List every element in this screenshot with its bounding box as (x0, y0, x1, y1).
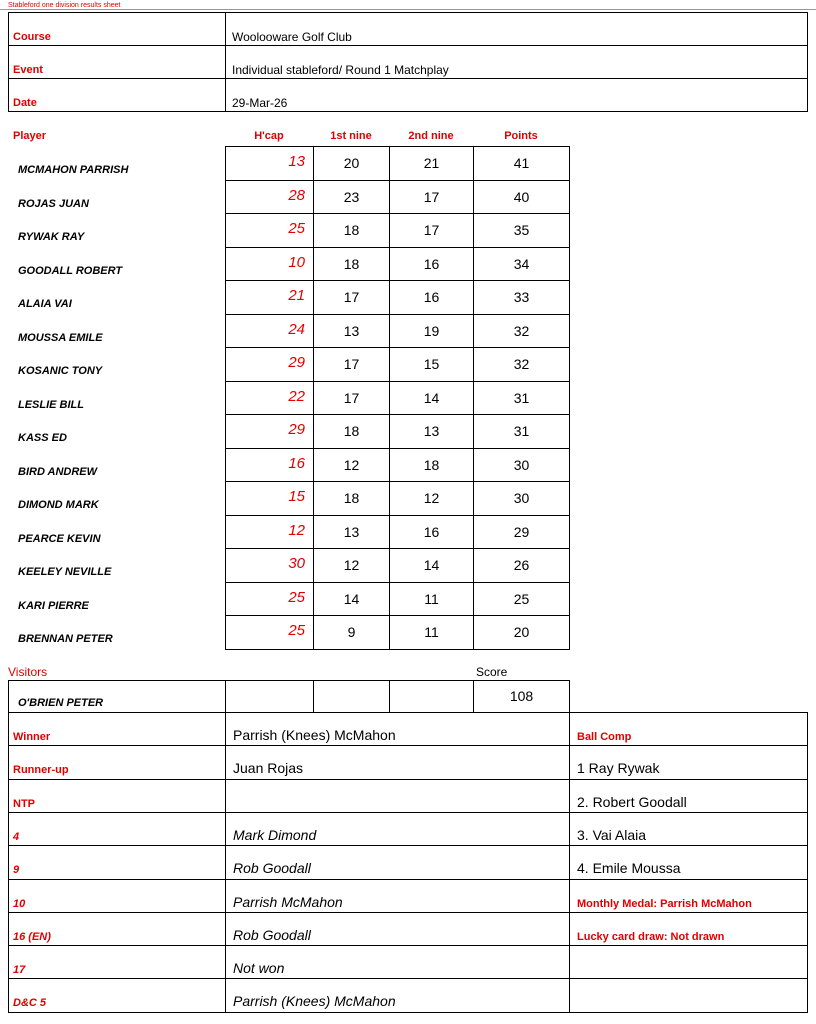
side-note: Lucky card draw: Not drawn (577, 931, 725, 943)
visitor-cell (313, 680, 390, 713)
player-name: KEELEY NEVILLE (18, 566, 112, 578)
player-hcap: 21 (288, 287, 305, 304)
award-label-cell (8, 812, 226, 846)
award-label: 9 (13, 864, 20, 876)
player-second-nine: 21 (423, 155, 440, 171)
player-first-nine: 12 (343, 557, 360, 573)
award-value: Juan Rojas (233, 760, 304, 776)
player-second-nine: 15 (423, 356, 440, 372)
player-second-nine: 16 (423, 289, 440, 305)
visitor-cell (225, 680, 314, 713)
player-name: MCMAHON PARRISH (18, 164, 129, 176)
player-name: BIRD ANDREW (18, 466, 98, 478)
award-value: Rob Goodall (233, 860, 311, 876)
player-name: RYWAK RAY (18, 231, 85, 243)
player-name: GOODALL ROBERT (18, 265, 123, 277)
player-points: 32 (513, 356, 530, 372)
player-first-nine: 17 (343, 356, 360, 372)
player-first-nine: 23 (343, 189, 360, 205)
col-header-second-nine: 2nd nine (408, 130, 454, 142)
player-points: 31 (513, 390, 530, 406)
player-hcap: 22 (288, 388, 305, 405)
visitors-score-label: Score (476, 665, 508, 679)
visitor-score: 108 (509, 688, 534, 704)
player-points: 33 (513, 289, 530, 305)
player-name: DIMOND MARK (18, 499, 99, 511)
side-note: 2. Robert Goodall (577, 794, 687, 810)
player-hcap: 16 (288, 455, 305, 472)
player-second-nine: 17 (423, 222, 440, 238)
info-value-cell (225, 78, 808, 112)
player-second-nine: 11 (424, 624, 439, 640)
info-label-0: Course (13, 31, 51, 43)
award-label-cell (8, 779, 226, 813)
info-value-1: Individual stableford/ Round 1 Matchplay (232, 63, 449, 77)
award-label: 17 (13, 964, 26, 976)
info-label-2: Date (13, 97, 37, 109)
award-label: 10 (13, 898, 26, 910)
player-first-nine: 17 (343, 390, 360, 406)
player-name: LESLIE BILL (18, 399, 84, 411)
player-hcap: 24 (288, 321, 305, 338)
player-second-nine: 17 (423, 189, 440, 205)
player-hcap: 29 (288, 421, 305, 438)
col-header-first-nine: 1st nine (330, 130, 372, 142)
award-label-cell (8, 945, 226, 979)
player-first-nine: 9 (347, 624, 356, 640)
player-points: 29 (513, 524, 530, 540)
award-label: D&C 5 (13, 997, 47, 1009)
side-cell (569, 978, 808, 1013)
player-first-nine: 18 (343, 423, 360, 439)
player-second-nine: 13 (423, 423, 440, 439)
player-hcap: 28 (288, 187, 305, 204)
award-label: Runner-up (13, 764, 69, 776)
player-hcap: 15 (288, 488, 305, 505)
col-header-player: Player (13, 130, 47, 142)
visitor-name: O'BRIEN PETER (18, 697, 104, 709)
award-value: Parrish McMahon (233, 894, 343, 910)
player-first-nine: 18 (343, 490, 360, 506)
side-note: 4. Emile Moussa (577, 860, 681, 876)
player-first-nine: 14 (343, 591, 360, 607)
award-value: Parrish (Knees) McMahon (233, 993, 396, 1009)
player-hcap: 12 (288, 522, 305, 539)
award-label: NTP (13, 798, 35, 810)
player-hcap: 30 (288, 555, 305, 572)
player-hcap: 13 (288, 153, 305, 170)
player-first-nine: 13 (343, 524, 360, 540)
player-points: 30 (513, 490, 530, 506)
award-label: Winner (13, 731, 51, 743)
info-value-0: Woolooware Golf Club (232, 30, 352, 44)
side-note: Monthly Medal: Parrish McMahon (577, 898, 752, 910)
player-hcap: 29 (288, 354, 305, 371)
player-name: MOUSSA EMILE (18, 332, 103, 344)
info-label-1: Event (13, 64, 43, 76)
player-second-nine: 16 (423, 524, 440, 540)
player-points: 26 (513, 557, 530, 573)
award-value: Rob Goodall (233, 927, 311, 943)
player-first-nine: 17 (343, 289, 360, 305)
player-second-nine: 18 (423, 457, 440, 473)
side-note: 3. Vai Alaia (577, 827, 647, 843)
player-points: 34 (513, 256, 530, 272)
player-name: PEARCE KEVIN (18, 533, 101, 545)
visitor-cell (389, 680, 474, 713)
player-points: 41 (513, 155, 530, 171)
player-second-nine: 12 (423, 490, 440, 506)
player-second-nine: 19 (423, 323, 440, 339)
sheet-label: Stableford one division results sheet (8, 2, 121, 9)
award-label: 16 (EN) (13, 931, 51, 943)
award-label: 4 (13, 831, 20, 843)
player-hcap: 25 (288, 622, 305, 639)
award-value: Parrish (Knees) McMahon (233, 727, 396, 743)
player-second-nine: 11 (424, 591, 439, 607)
info-value-2: 29-Mar-26 (232, 96, 288, 110)
player-points: 32 (513, 323, 530, 339)
player-first-nine: 18 (343, 222, 360, 238)
award-value-cell (225, 779, 570, 813)
side-note: Ball Comp (577, 731, 632, 743)
player-hcap: 10 (288, 254, 305, 271)
player-name: KARI PIERRE (18, 600, 89, 612)
side-cell (569, 945, 808, 979)
player-hcap: 25 (288, 220, 305, 237)
top-divider (0, 9, 816, 10)
award-value: Mark Dimond (233, 827, 317, 843)
player-points: 25 (513, 591, 530, 607)
player-second-nine: 14 (423, 390, 440, 406)
player-points: 40 (513, 189, 530, 205)
player-name: KOSANIC TONY (18, 365, 103, 377)
player-points: 31 (513, 423, 530, 439)
player-points: 35 (513, 222, 530, 238)
player-first-nine: 18 (343, 256, 360, 272)
player-name: ALAIA VAI (18, 298, 72, 310)
player-first-nine: 12 (343, 457, 360, 473)
player-name: ROJAS JUAN (18, 198, 89, 210)
player-first-nine: 20 (343, 155, 360, 171)
player-points: 30 (513, 457, 530, 473)
visitors-label: Visitors (8, 665, 48, 679)
player-name: BRENNAN PETER (18, 633, 113, 645)
award-label-cell (8, 845, 226, 880)
player-points: 20 (513, 624, 530, 640)
player-first-nine: 13 (343, 323, 360, 339)
col-header-hcap: H'cap (254, 130, 284, 142)
player-hcap: 25 (288, 589, 305, 606)
award-label-cell (8, 879, 226, 913)
info-label-cell (8, 78, 226, 112)
player-name: KASS ED (18, 432, 67, 444)
player-second-nine: 16 (423, 256, 440, 272)
col-header-points: Points (504, 130, 538, 142)
player-second-nine: 14 (423, 557, 440, 573)
side-note: 1 Ray Rywak (577, 760, 660, 776)
award-value: Not won (233, 960, 285, 976)
